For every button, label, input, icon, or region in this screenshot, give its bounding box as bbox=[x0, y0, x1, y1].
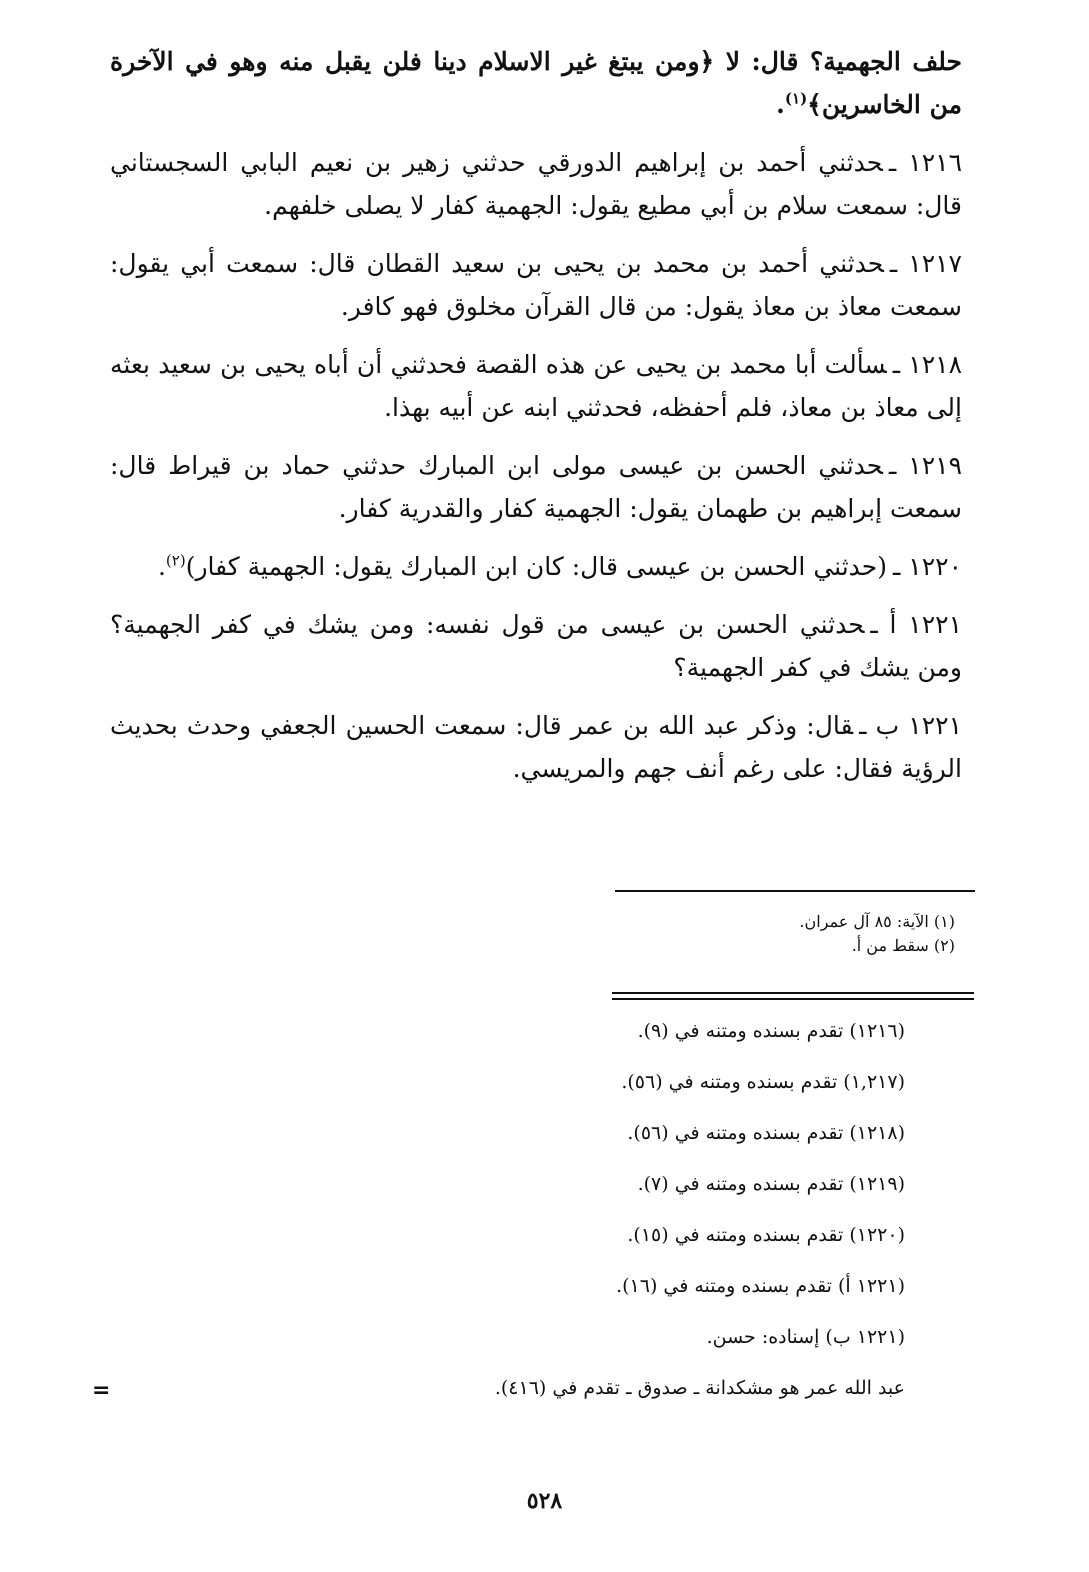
takhrij-divider bbox=[612, 992, 974, 1000]
hadith-text: (حدثني الحسن بن عيسى قال: كان ابن المبارك يقول: الجهمية كفار) bbox=[185, 552, 887, 581]
paragraph-text: حلف الجهمية؟ قال: لا ﴿ومن يبتغ غير الاسلام دينا فلن يقبل منه وهو في الآخرة من الخاسرين﴾ bbox=[110, 47, 962, 119]
takhrij-item: (١٢٢١ أ) تقدم بسنده ومتنه في (١٦). bbox=[616, 1275, 905, 1297]
hadith-1220 bbox=[110, 545, 962, 588]
footnote-2: (٢) سقط من أ. bbox=[851, 936, 955, 955]
footnote-ref-1: (١) bbox=[784, 89, 808, 108]
footnote-divider bbox=[615, 890, 975, 892]
hadith-text: سألت أبا محمد بن يحيى عن هذه القصة فحدثني أن أباه يحيى بن سعيد بعثه إلى معاذ بن معاذ، فلم أحفظه، فحدثني ابنه عن أبيه بهذا. bbox=[110, 350, 962, 422]
hadith-1216 bbox=[110, 141, 962, 227]
hadith-number: ١٢١٧ ـ bbox=[889, 249, 962, 278]
hadith-number: ١٢٢٠ ـ bbox=[893, 552, 962, 581]
takhrij-item: (١٢٢١ ب) إسناده: حسن. bbox=[706, 1326, 905, 1348]
takhrij-section bbox=[440, 1016, 905, 1403]
hadith-1218 bbox=[110, 343, 962, 429]
takhrij-item: (١٢١٩) تقدم بسنده ومتنه في (٧). bbox=[637, 1173, 905, 1195]
hadith-text: حدثني الحسن بن عيسى مولى ابن المبارك حدثني حماد بن قيراط قال: سمعت إبراهيم بن طهمان يقول: الجهمية كفار والقدرية كفار. bbox=[110, 451, 962, 523]
takhrij-item: (١٢١٨) تقدم بسنده ومتنه في (٥٦). bbox=[627, 1122, 905, 1144]
hadith-number: ١٢٢١ أ ـ bbox=[870, 610, 963, 639]
hadith-number: ١٢٢١ ب ـ bbox=[859, 711, 962, 740]
footnote-1: (١) الآية: ٨٥ آل عمران. bbox=[799, 912, 955, 931]
paragraph-continuation bbox=[110, 40, 962, 126]
takhrij-item: (١٢٢٠) تقدم بسنده ومتنه في (١٥). bbox=[627, 1224, 905, 1246]
continuation-mark: = bbox=[92, 1378, 111, 1403]
takhrij-note: عبد الله عمر هو مشكدانة ـ صدوق ـ تقدم في (٤١٦). bbox=[494, 1377, 905, 1399]
takhrij-item: (١,٢١٧) تقدم بسنده ومتنه في (٥٦). bbox=[621, 1071, 905, 1093]
hadith-text: حدثني الحسن بن عيسى من قول نفسه: ومن يشك في كفر الجهمية؟ ومن يشك في كفر الجهمية؟ bbox=[110, 610, 962, 682]
footnote-ref-2: (٢) bbox=[165, 551, 186, 570]
takhrij-item: (١٢١٦) تقدم بسنده ومتنه في (٩). bbox=[637, 1020, 905, 1042]
hadith-1219 bbox=[110, 444, 962, 530]
paragraph-tail: . bbox=[776, 90, 785, 119]
paragraph-tail: . bbox=[157, 552, 166, 581]
hadith-number: ١٢١٩ ـ bbox=[888, 451, 962, 480]
hadith-text: حدثني أحمد بن محمد بن يحيى بن سعيد القطان قال: سمعت أبي يقول: سمعت معاذ بن معاذ يقول: من قال القرآن مخلوق فهو كافر. bbox=[110, 249, 962, 321]
hadith-text: حدثني أحمد بن إبراهيم الدورقي حدثني زهير بن نعيم البابي السجستاني قال: سمعت سلام بن أبي مطيع يقول: الجهمية كفار لا يصلى خلفهم. bbox=[110, 148, 962, 220]
hadith-number: ١٢١٦ ـ bbox=[888, 148, 962, 177]
page-number: ٥٢٨ bbox=[526, 1488, 563, 1514]
hadith-1221a bbox=[110, 603, 962, 689]
footnotes bbox=[615, 910, 955, 958]
hadith-1221b bbox=[110, 704, 962, 790]
main-text bbox=[110, 40, 962, 805]
hadith-text: قال: وذكر عبد الله بن عمر قال: سمعت الحسين الجعفي وحدث بحديث الرؤية فقال: على رغم أنف جهم والمريسي. bbox=[110, 711, 962, 783]
hadith-number: ١٢١٨ ـ bbox=[892, 350, 962, 379]
hadith-1217 bbox=[110, 242, 962, 328]
